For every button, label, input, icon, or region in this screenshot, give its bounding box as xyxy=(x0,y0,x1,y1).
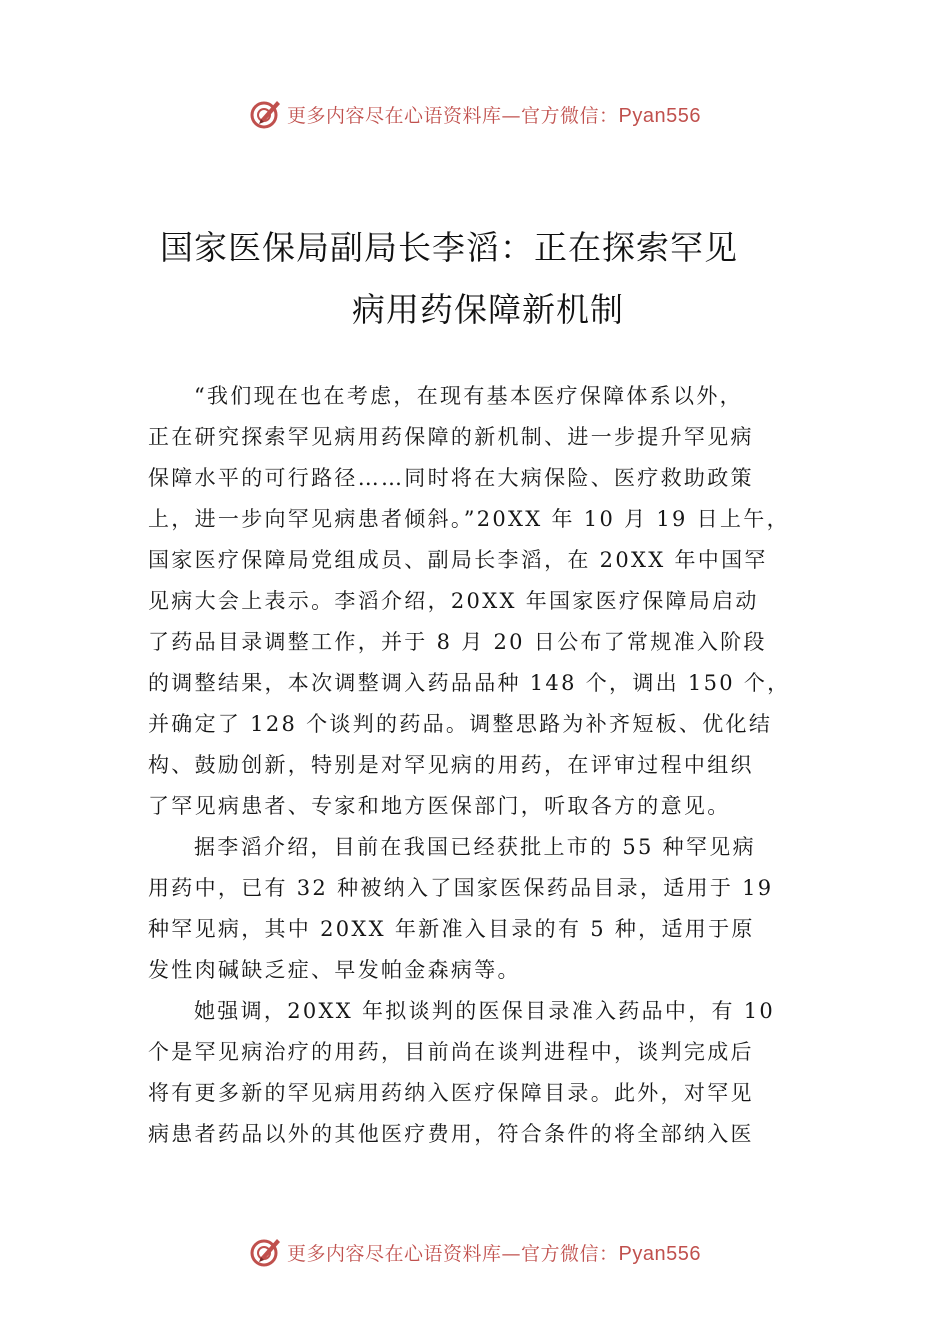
wechat-id: Pyan556 xyxy=(618,104,701,127)
body-line: 用药中，已有 32 种被纳入了国家医保药品目录，适用于 19 xyxy=(148,876,774,900)
pen-logo-icon xyxy=(249,97,283,131)
wechat-id: Pyan556 xyxy=(618,1242,701,1265)
body-line: 了罕见病患者、专家和地方医保部门，听取各方的意见。 xyxy=(148,794,731,818)
body-line: 种罕见病，其中 20XX 年新准入目录的有 5 种，适用于原 xyxy=(148,917,755,941)
article-body xyxy=(148,376,812,1155)
body-line: 的调整结果，本次调整调入药品品种 148 个，调出 150 个， xyxy=(148,671,791,695)
body-line: 据李滔介绍，目前在我国已经获批上市的 55 种罕见病 xyxy=(194,835,756,859)
body-line: 并确定了 128 个谈判的药品。调整思路为补齐短板、优化结 xyxy=(148,712,773,736)
article-title-line-2: 病用药保障新机制 xyxy=(352,290,624,329)
body-line: 她强调，20XX 年拟谈判的医保目录准入药品中，有 10 xyxy=(194,999,776,1023)
body-line: “我们现在也在考虑，在现有基本医疗保障体系以外， xyxy=(194,384,743,408)
body-line: 将有更多新的罕见病用药纳入医疗保障目录。此外，对罕见 xyxy=(148,1081,754,1105)
body-line: 保障水平的可行路径……同时将在大病保险、医疗救助政策 xyxy=(148,466,754,490)
pen-logo-icon xyxy=(249,1235,283,1269)
body-line: 病患者药品以外的其他医疗费用，符合条件的将全部纳入医 xyxy=(148,1122,754,1146)
body-line: 个是罕见病治疗的用药，目前尚在谈判进程中，谈判完成后 xyxy=(148,1040,754,1064)
body-line: 了药品目录调整工作，并于 8 月 20 日公布了常规准入阶段 xyxy=(148,630,767,654)
body-line: 构、鼓励创新，特别是对罕见病的用药，在评审过程中组织 xyxy=(148,753,754,777)
body-line: 上，进一步向罕见病患者倾斜。”20XX 年 10 月 19 日上午， xyxy=(148,507,790,531)
footer-watermark xyxy=(0,1230,950,1274)
header-watermark xyxy=(0,92,950,136)
body-line: 正在研究探索罕见病用药保障的新机制、进一步提升罕见病 xyxy=(148,425,754,449)
body-line: 发性肉碱缺乏症、早发帕金森病等。 xyxy=(148,958,521,982)
body-line: 见病大会上表示。李滔介绍，20XX 年国家医疗保障局启动 xyxy=(148,589,759,613)
watermark-text: 更多内容尽在心语资料库—官方微信：Pyan556 xyxy=(287,104,701,127)
body-line: 国家医疗保障局党组成员、副局长李滔，在 20XX 年中国罕 xyxy=(148,548,768,572)
article-title-line-1: 国家医保局副局长李滔：正在探索罕见 xyxy=(160,228,738,267)
watermark-text: 更多内容尽在心语资料库—官方微信：Pyan556 xyxy=(287,1242,701,1265)
